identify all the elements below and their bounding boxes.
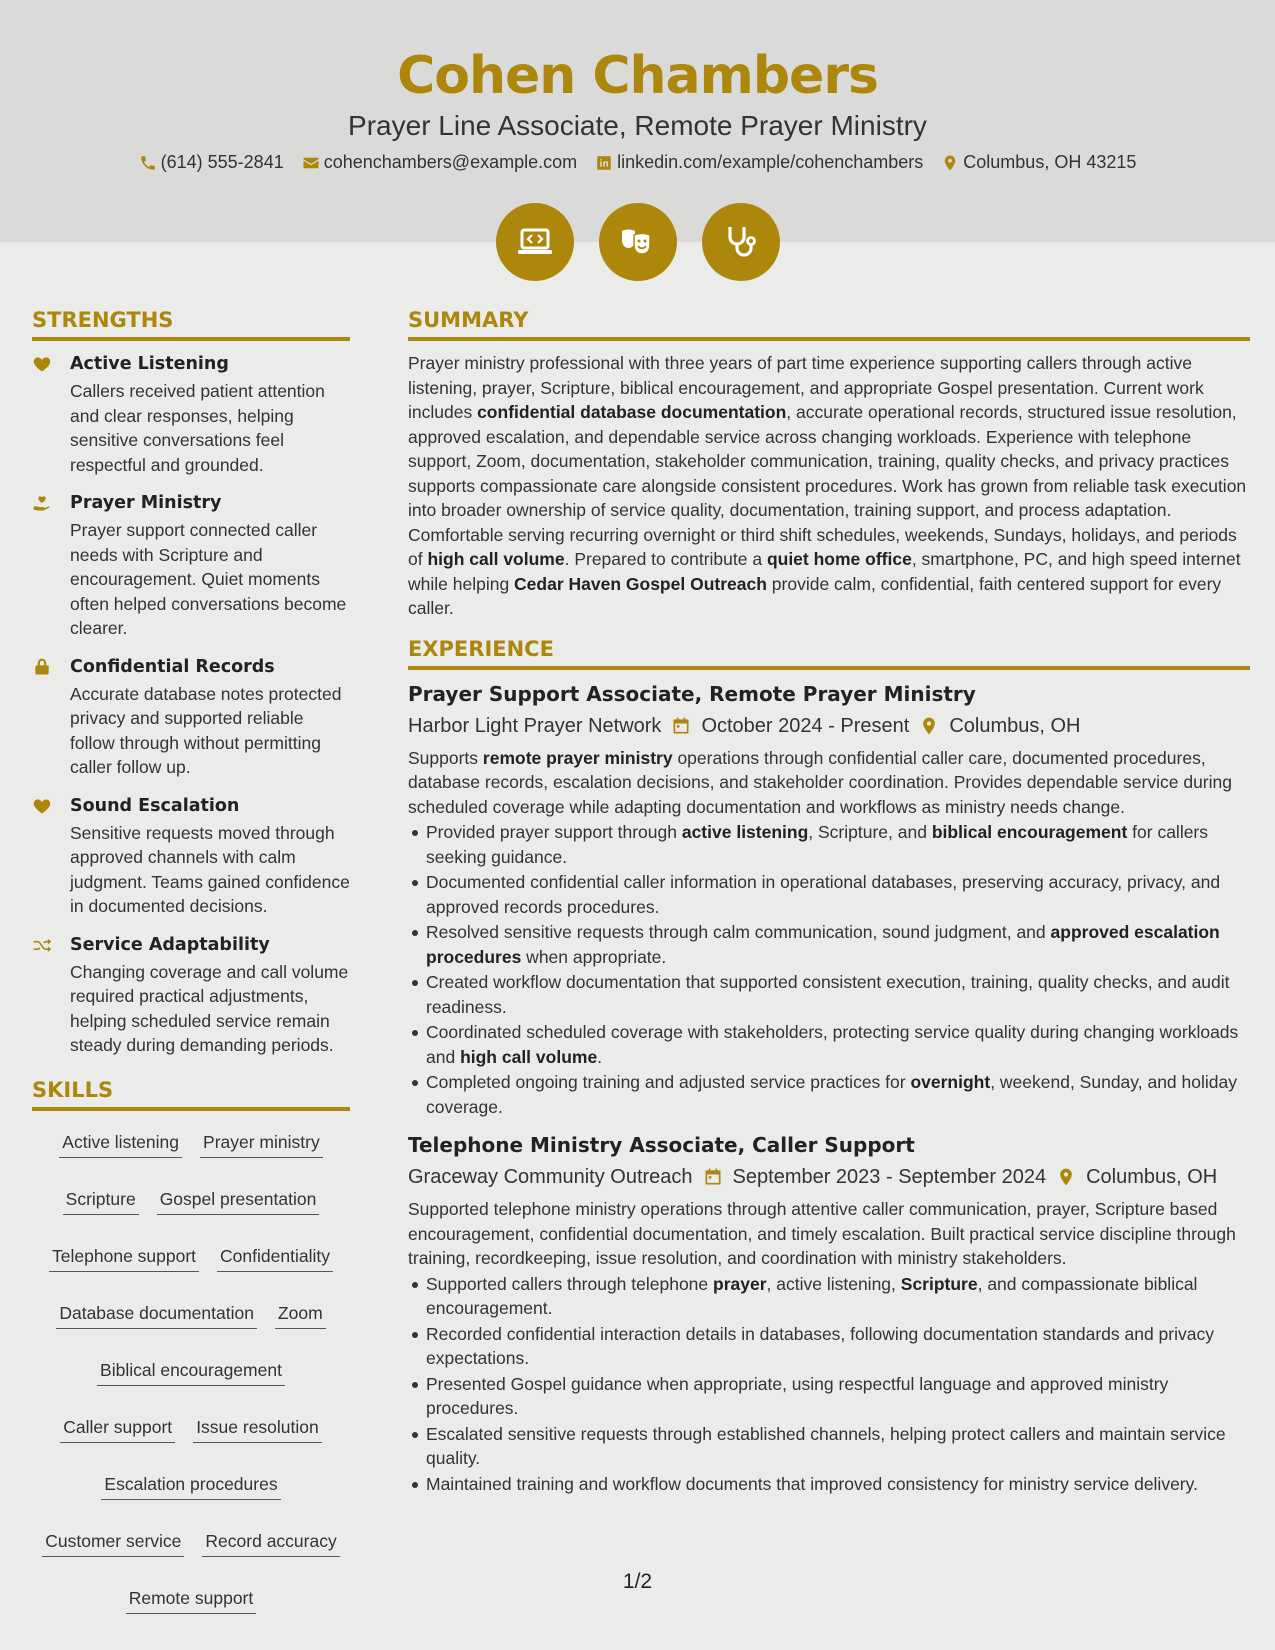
strength-item xyxy=(32,932,350,1058)
lock-icon xyxy=(32,657,52,677)
bullet-item: Created workflow documentation that supported consistent execution, training, quality checks, and audit readiness. xyxy=(408,970,1250,1019)
contact-location xyxy=(941,152,1136,173)
skill-tag: Issue resolution xyxy=(193,1416,322,1443)
left-column xyxy=(32,308,350,1614)
strength-desc: Prayer support connected caller needs with Scripture and encouragement. Quiet moments often helped conversations become clearer. xyxy=(70,520,347,638)
emphasis-text: overnight xyxy=(910,1072,991,1092)
heart-icon xyxy=(32,354,52,374)
emphasis-text: Cedar Haven Gospel Outreach xyxy=(514,573,767,594)
skill-tag: Zoom xyxy=(275,1302,326,1329)
strength-title: Service Adaptability xyxy=(70,934,270,955)
job-dates: September 2023 - September 2024 xyxy=(732,1166,1047,1188)
laptop-code-badge xyxy=(496,203,574,281)
skill-tag: Gospel presentation xyxy=(157,1188,320,1215)
email-text: cohenchambers@example.com xyxy=(323,152,578,172)
bullet-item: Documented confidential caller information in operational databases, preserving accuracy, privacy, and approved records procedures. xyxy=(408,870,1250,919)
skill-tag: Customer service xyxy=(42,1530,184,1557)
skills-list xyxy=(32,1121,350,1614)
job-org: Graceway Community Outreach xyxy=(408,1166,693,1188)
bullet-item: Resolved sensitive requests through calm communication, sound judgment, and approved escalation procedures when appropriate. xyxy=(408,920,1250,969)
emphasis-text: active listening xyxy=(681,822,809,842)
stethoscope-icon xyxy=(721,222,761,262)
bullet-item: Maintained training and workflow documents that improved consistency for ministry service delivery. xyxy=(408,1472,1250,1497)
location-text: Columbus, OH 43215 xyxy=(963,152,1137,172)
job-entry xyxy=(408,680,1250,1120)
map-pin-icon xyxy=(1056,1167,1076,1187)
skill-tag: Record accuracy xyxy=(202,1530,339,1557)
strength-title: Confidential Records xyxy=(70,656,275,677)
right-column xyxy=(408,308,1250,1496)
skill-tag: Escalation procedures xyxy=(101,1473,280,1500)
strength-title: Sound Escalation xyxy=(70,795,240,816)
job-org: Harbor Light Prayer Network xyxy=(408,714,662,737)
emphasis-text: high call volume xyxy=(460,1046,598,1067)
emphasis-text: biblical encouragement xyxy=(931,822,1128,842)
bullet-item: Presented Gospel guidance when appropriate, using respectful language and approved ministry procedures. xyxy=(408,1372,1250,1421)
bullet-item: Coordinated scheduled coverage with stakeholders, protecting service quality during changing workloads and high call volume. xyxy=(408,1020,1250,1069)
strength-item xyxy=(32,654,350,780)
hand-holding-heart-icon xyxy=(32,493,52,513)
page-number: 1/2 xyxy=(622,1570,653,1593)
skill-tag: Remote support xyxy=(126,1587,257,1614)
strength-item xyxy=(32,490,350,641)
stethoscope-badge xyxy=(702,203,780,281)
job-title: Prayer Support Associate, Remote Prayer Ministry xyxy=(408,681,976,706)
envelope-icon xyxy=(302,154,320,172)
badge-row xyxy=(0,203,1275,281)
laptop-code-icon xyxy=(515,222,555,262)
emphasis-text: quiet home office xyxy=(766,549,912,569)
linkedin-text: linkedin.com/example/cohenchambers xyxy=(617,152,924,172)
strength-desc: Changing coverage and call volume required practical adjustments, helping scheduled service remain steady during demanding periods. xyxy=(70,961,349,1055)
theater-masks-badge xyxy=(599,203,677,281)
phone-text: (614) 555-2841 xyxy=(160,152,284,172)
job-description: Supported telephone ministry operations through attentive caller communication, prayer, Scripture based encouragement, confidential documentation, and timely escalation. Built practical service discipline through training, recordkeeping, issue resolution, and coordination with ministry stakeholders. xyxy=(408,1199,1236,1268)
contact-linkedin[interactable] xyxy=(595,152,923,173)
bullet-item: Supported callers through telephone prayer, active listening, Scripture, and compassionate biblical encouragement. xyxy=(408,1272,1250,1321)
strengths-heading: STRENGTHS xyxy=(32,308,350,341)
emphasis-text: prayer xyxy=(713,1273,767,1294)
job-location: Columbus, OH xyxy=(1086,1166,1218,1188)
experience-heading: EXPERIENCE xyxy=(408,637,1250,670)
job-title-headline: Prayer Line Associate, Remote Prayer Ministry xyxy=(348,110,927,141)
bullet-item: Escalated sensitive requests through established channels, helping protect callers and maintain service quality. xyxy=(408,1422,1250,1471)
contact-email[interactable] xyxy=(302,152,577,173)
skill-tag: Caller support xyxy=(60,1416,175,1443)
skill-tag: Confidentiality xyxy=(217,1245,333,1272)
job-description: Supports remote prayer ministry operations through confidential caller care, documented procedures, database records, escalation decisions, and stakeholder coordination. Provides dependable service during scheduled coverage while adapting documentation and workflows as ministry needs change. xyxy=(408,747,1232,817)
skill-tag: Scripture xyxy=(63,1188,139,1215)
job-bullets xyxy=(408,820,1250,1119)
strengths-list xyxy=(32,351,350,1058)
job-meta xyxy=(408,711,1250,741)
shuffle-icon xyxy=(32,935,52,955)
calendar-icon xyxy=(703,1167,723,1187)
job-location: Columbus, OH xyxy=(949,714,1081,737)
emphasis-text: Scripture xyxy=(900,1273,978,1294)
map-pin-icon xyxy=(919,716,939,736)
job-meta xyxy=(408,1162,1250,1192)
skills-heading: SKILLS xyxy=(32,1078,350,1111)
strength-item xyxy=(32,351,350,477)
bullet-item: Recorded confidential interaction details in databases, following documentation standards and privacy expectations. xyxy=(408,1322,1250,1371)
strength-desc: Accurate database notes protected privacy and supported reliable follow through without permitting caller follow up. xyxy=(70,683,342,777)
phone-icon xyxy=(139,154,157,172)
map-pin-icon xyxy=(941,154,959,172)
skill-tag: Active listening xyxy=(59,1131,182,1158)
job-dates: October 2024 - Present xyxy=(701,714,910,737)
heart-icon xyxy=(32,796,52,816)
contact-bar xyxy=(0,152,1275,173)
job-bullets xyxy=(408,1272,1250,1497)
strength-title: Prayer Ministry xyxy=(70,493,222,513)
linkedin-icon xyxy=(595,154,613,172)
skill-tag: Biblical encouragement xyxy=(97,1359,285,1386)
strength-desc: Callers received patient attention and clear responses, helping sensitive conversations feel respectful and grounded. xyxy=(70,381,325,475)
emphasis-text: remote prayer ministry xyxy=(482,747,673,768)
job-title: Telephone Ministry Associate, Caller Support xyxy=(408,1133,915,1157)
job-entry xyxy=(408,1131,1250,1496)
emphasis-text: high call volume xyxy=(427,549,565,569)
skill-tag: Prayer ministry xyxy=(200,1131,323,1158)
skill-tag: Telephone support xyxy=(49,1245,199,1272)
strength-title: Active Listening xyxy=(70,354,229,374)
bullet-item: Completed ongoing training and adjusted service practices for overnight, weekend, Sunday, and holiday coverage. xyxy=(408,1070,1250,1119)
candidate-name: Cohen Chambers xyxy=(397,46,878,106)
bullet-item: Provided prayer support through active listening, Scripture, and biblical encouragement for callers seeking guidance. xyxy=(408,820,1250,869)
calendar-icon xyxy=(671,716,691,736)
strength-item xyxy=(32,793,350,919)
summary-text: Prayer ministry professional with three years of part time experience supporting callers through active listening, prayer, Scripture, biblical encouragement, and appropriate Gospel presentation. Current work includes confidential database documentation, accurate operational records, structured issue resolution, approved escalation, and dependable service across changing workloads. Experience with telephone support, Zoom, documentation, stakeholder communication, training, quality checks, and privacy practices supports compassionate care alongside consistent procedures. Work has grown from reliable task execution into broader ownership of service quality, documentation, training support, and process adaptation. Comfortable serving recurring overnight or third shift schedules, weekends, Sundays, holidays, and periods of high call volume. Prepared to contribute a quiet home office, smartphone, PC, and high speed internet while helping Cedar Haven Gospel Outreach provide calm, confidential, faith centered support for every caller. xyxy=(408,353,1247,618)
emphasis-text: approved escalation procedures xyxy=(426,922,1220,967)
theater-masks-icon xyxy=(618,222,658,262)
emphasis-text: confidential database documentation xyxy=(477,402,787,422)
strength-desc: Sensitive requests moved through approved channels with calm judgment. Teams gained confidence in documented decisions. xyxy=(70,822,350,916)
summary-heading: SUMMARY xyxy=(408,308,1250,341)
contact-phone[interactable] xyxy=(139,152,284,173)
skill-tag: Database documentation xyxy=(56,1302,257,1329)
